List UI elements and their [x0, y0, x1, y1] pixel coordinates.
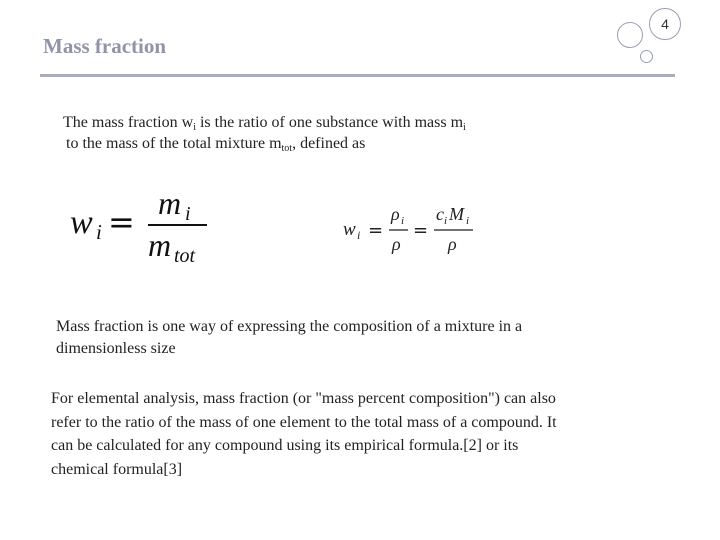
eq2-equals-1: =: [368, 220, 384, 241]
intro-sub-tot: tot: [281, 143, 293, 154]
page-number: 4: [649, 8, 681, 40]
eq2-frac1-num-var: ρ: [391, 204, 400, 224]
eq1-num-var: m: [158, 188, 182, 221]
eq1-lhs-var: w: [70, 204, 93, 241]
intro-text-b: is the ratio of one substance with mass m: [195, 114, 464, 131]
paragraph-elemental-analysis: [51, 387, 641, 481]
paragraph-2-line-1: Mass fraction is one way of expressing the composition of a mixture in a: [56, 318, 523, 335]
eq1-den-sub: tot: [174, 245, 196, 267]
intro-sub-w: i: [193, 122, 196, 133]
eq2-equals-2: =: [413, 220, 429, 241]
intro-paragraph: [63, 112, 583, 154]
intro-sub-m: i: [463, 122, 466, 133]
intro-line-2: [63, 133, 583, 154]
paragraph-3-line-1: For elemental analysis, mass fraction (or "mass percent composition") can also: [51, 390, 556, 407]
eq2-frac2-num-c: c: [436, 204, 444, 224]
paragraph-3-line-3: can be calculated for any compound using its empirical formula.[2] or its: [51, 437, 519, 454]
intro-text-c: to the mass of the total mixture m: [66, 135, 282, 152]
eq1-num-sub: i: [185, 203, 191, 225]
paragraph-3-line-2: refer to the ratio of the mass of one element to the total mass of a compound. It: [51, 413, 557, 431]
paragraph-3-line-4: chemical formula[3]: [51, 460, 183, 478]
eq2-frac2-num-c-sub: i: [444, 215, 448, 227]
eq1-equals: =: [108, 203, 135, 241]
eq2-frac2-num-M: M: [449, 204, 464, 224]
slide-title: Mass fraction: [43, 34, 167, 58]
eq2-lhs-var: w: [343, 219, 356, 240]
equation-mass-fraction: [66, 188, 216, 268]
eq2-frac2-den: ρ: [448, 234, 457, 254]
paragraph-dimensionless: [56, 316, 616, 360]
decorative-circle-small: [640, 50, 653, 63]
eq2-frac1-den: ρ: [392, 234, 401, 254]
decorative-circle-large: [617, 22, 643, 48]
eq2-frac1-num-sub: i: [401, 215, 405, 227]
eq1-lhs-sub: i: [96, 220, 102, 244]
equation-density-form: [340, 200, 490, 260]
intro-text-d: , defined as: [292, 135, 366, 152]
eq2-lhs-sub: i: [357, 228, 361, 242]
intro-text-a: The mass fraction w: [63, 114, 194, 131]
title-underline: [40, 74, 675, 77]
paragraph-2-line-2: dimensionless size: [56, 340, 176, 357]
eq2-frac2-num-M-sub: i: [466, 215, 470, 227]
eq1-den-var: m: [148, 227, 172, 263]
